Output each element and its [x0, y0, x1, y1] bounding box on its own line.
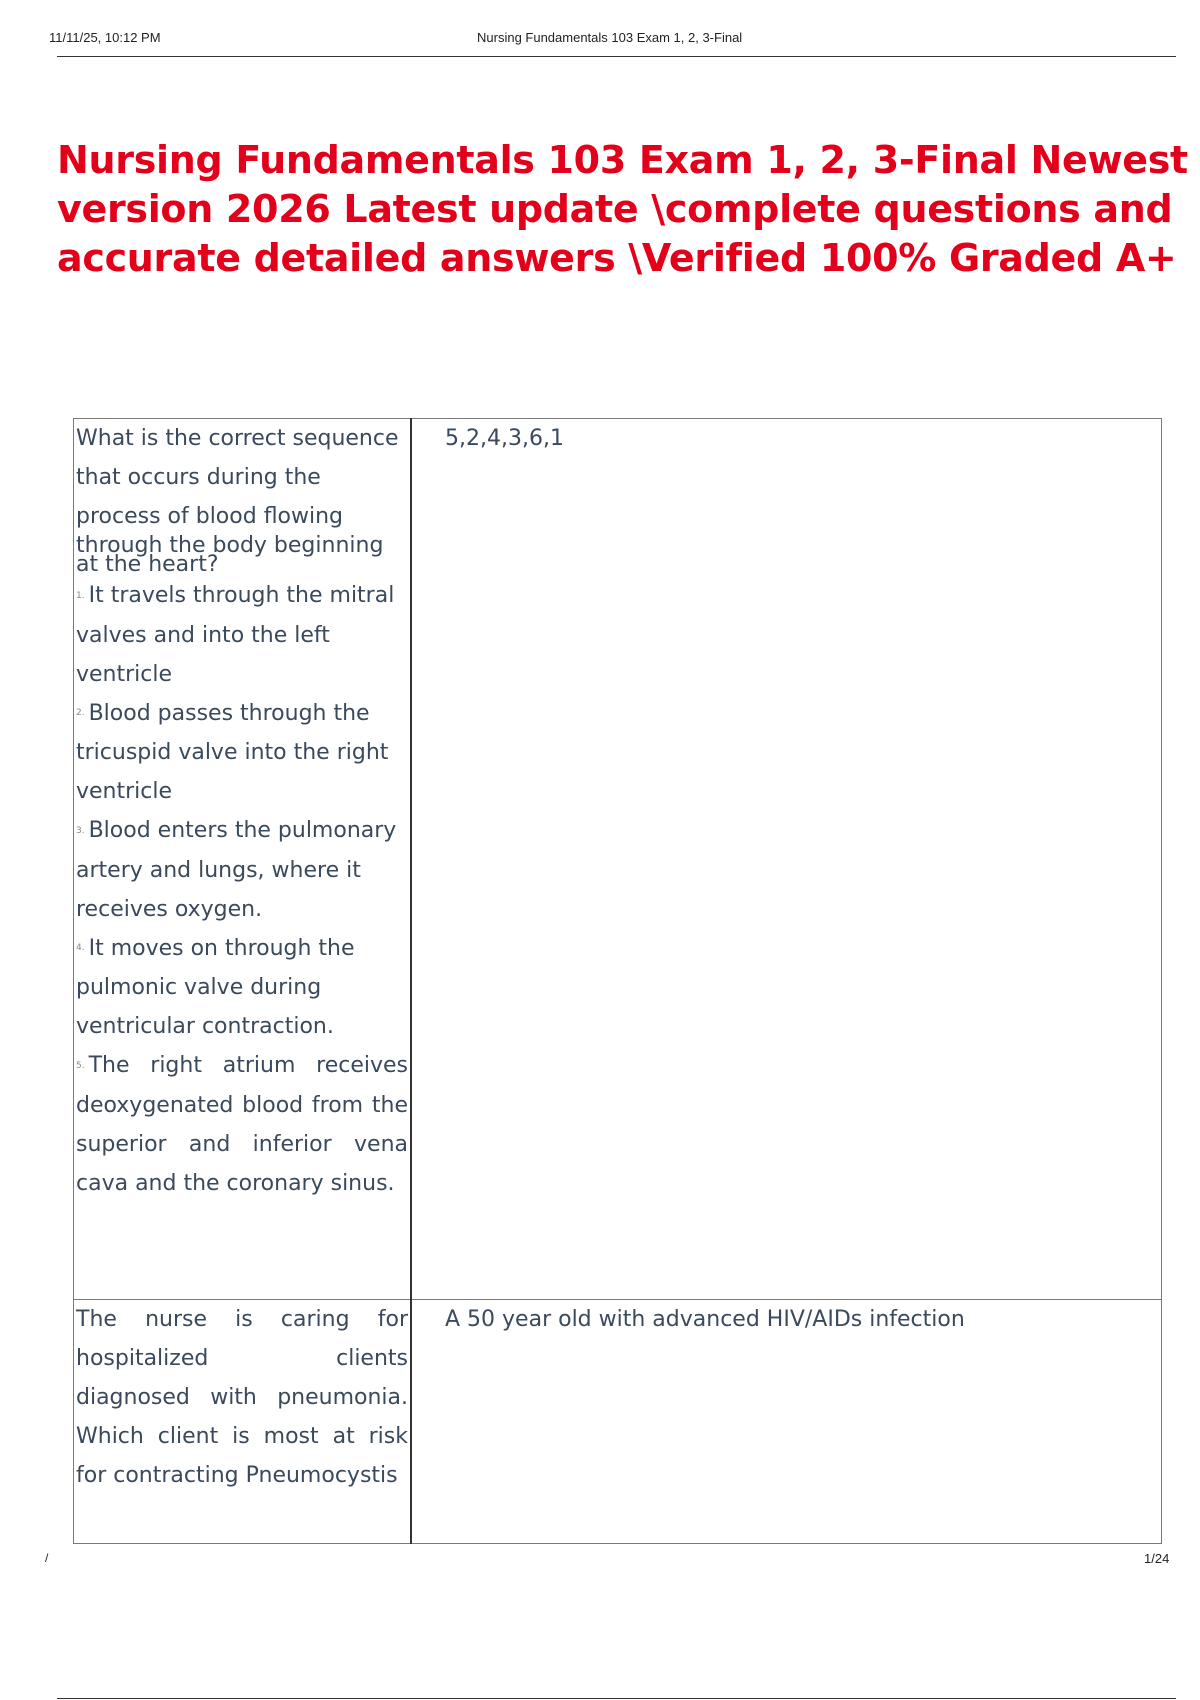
answer-text: 5,2,4,3,6,1 — [445, 426, 564, 451]
print-date: 11/11/25, 10:12 PM — [49, 30, 161, 45]
option-text: Blood passes through the tricuspid valve into the right ventricle — [76, 700, 389, 804]
answer-text: A 50 year old with advanced HIV/AIDs infection — [445, 1307, 965, 1332]
header-divider — [57, 56, 1176, 57]
option-item — [76, 811, 408, 929]
option-item — [76, 929, 408, 1047]
qa-row — [74, 1300, 1162, 1544]
option-number: 5. — [76, 1060, 85, 1071]
question-text-continued: through the body beginning at the heart? — [76, 533, 384, 577]
option-text: It travels through the mitral valves and into the left ventricle — [76, 583, 395, 687]
footer-mark: / — [45, 1551, 49, 1565]
answer-cell — [411, 1300, 1162, 1544]
print-header-title: Nursing Fundamentals 103 Exam 1, 2, 3-Final — [477, 30, 743, 45]
question-text: What is the correct sequence that occurs during the process of blood flowing — [76, 426, 399, 529]
option-number: 2. — [76, 708, 85, 718]
page-number: 1/24 — [1144, 1551, 1170, 1566]
question-text: The nurse is caring for hospitalized clients diagnosed with pneumonia. Which client is most at risk for contracting Pneumocystis — [76, 1307, 408, 1488]
page-bottom-divider — [57, 1698, 1176, 1699]
option-item — [76, 694, 408, 812]
question-cell — [74, 1300, 412, 1544]
option-text: It moves on through the pulmonic valve during ventricular contraction. — [76, 935, 355, 1039]
option-number: 4. — [76, 943, 85, 953]
option-number: 1. — [76, 590, 85, 601]
document-title: Nursing Fundamentals 103 Exam 1, 2, 3-Final Newest version 2026 Latest update \complete questions and accurate detailed answers \Verified 100% Graded A+ — [57, 138, 1188, 280]
option-text: Blood enters the pulmonary artery and lungs, where it receives oxygen. — [76, 818, 397, 922]
option-item — [76, 576, 408, 694]
answer-cell — [411, 419, 1162, 1300]
qa-table — [73, 418, 1162, 1544]
question-cell — [74, 419, 412, 1300]
qa-row — [74, 419, 1162, 1300]
option-item — [76, 1046, 408, 1203]
option-text: The right atrium receives deoxygenated blood from the superior and inferior vena cava and the coronary sinus. — [76, 1053, 408, 1196]
option-number: 3. — [76, 825, 85, 836]
